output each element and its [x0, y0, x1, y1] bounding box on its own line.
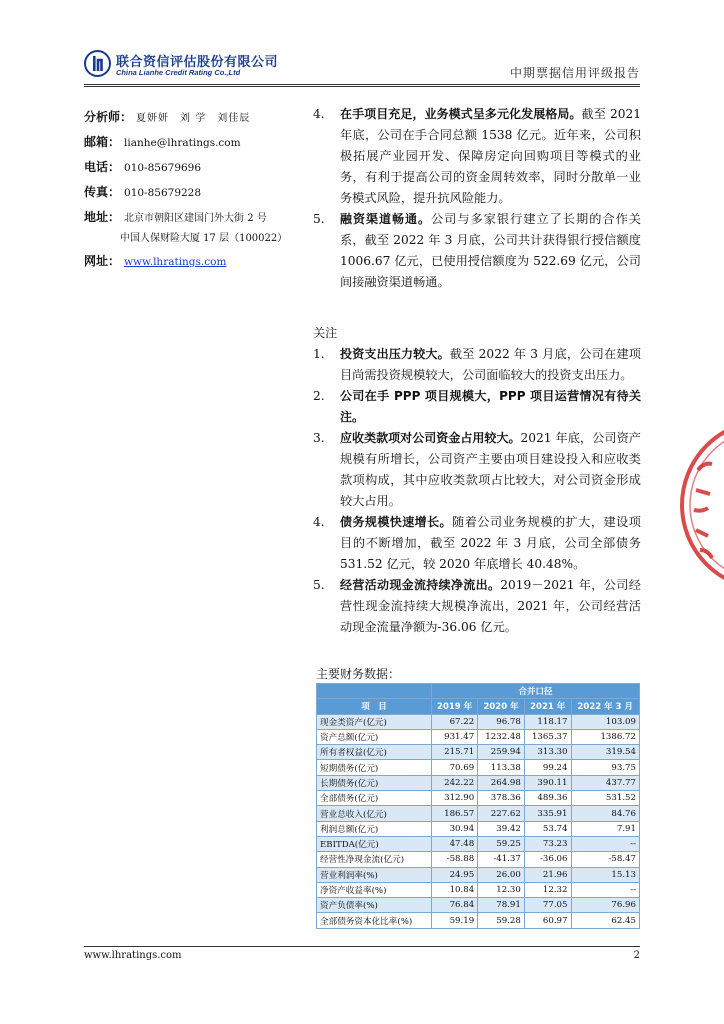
table-cell: 242.22 [432, 775, 478, 790]
item-body: 2021 年底，公司资产规模有所增长，公司资产主要由项目建设投入和应收类款项构成，其中应收类款项占比较大，对公司资金形成较大占用。 [340, 431, 641, 508]
row-label: 利润总额(亿元) [317, 821, 432, 836]
table-cell: 26.00 [478, 867, 525, 882]
table-cell: 319.54 [571, 745, 640, 760]
row-label: 资产负债率(%) [317, 898, 432, 913]
table-row [317, 791, 640, 806]
table-cell: 259.94 [478, 745, 525, 760]
table-cell: 30.94 [432, 821, 478, 836]
item-title: 应收类款项对公司资金占用较大。 [340, 431, 521, 445]
item-body: 公司与多家银行建立了长期的合作关系，截至 2022 年 3 月底，公司共计获得银行授信额度 1006.67 亿元，已使用授信额度为 522.69 亿元，公司间接融资渠道畅通。 [340, 212, 641, 289]
table-row [317, 852, 640, 867]
column-header: 2020 年 [478, 699, 525, 714]
financials-table [316, 683, 640, 929]
table-cell: 15.13 [571, 867, 640, 882]
email-value[interactable]: lianhe@lhratings.com [124, 137, 241, 149]
table-row [317, 760, 640, 775]
column-header: 2021 年 [524, 699, 571, 714]
table-cell: 390.11 [524, 775, 571, 790]
address-row [84, 208, 294, 225]
item-title: 经营活动现金流持续净流出。 [340, 578, 501, 592]
table-row [317, 775, 640, 790]
table-cell: 7.91 [571, 821, 640, 836]
table-cell: -- [571, 882, 640, 897]
table-cell: 70.69 [432, 760, 478, 775]
row-label: 全部债务(亿元) [317, 791, 432, 806]
table-cell: 24.95 [432, 867, 478, 882]
address-label: 地址： [84, 210, 121, 224]
table-cell: 59.28 [478, 913, 525, 928]
company-name-en: China Lianhe Credit Rating Co.,Ltd [116, 68, 241, 77]
item-number: 1. [313, 347, 325, 361]
row-label: 净资产收益率(%) [317, 882, 432, 897]
table-cell: 76.84 [432, 898, 478, 913]
concerns-heading: 关注 [313, 326, 338, 340]
table-row [317, 898, 640, 913]
concern-item-4 [313, 512, 641, 575]
fax-label: 传真： [84, 185, 121, 199]
table-cell: 96.78 [478, 714, 525, 729]
row-label: 营业总收入(亿元) [317, 806, 432, 821]
item-number: 3. [313, 431, 325, 445]
table-cell: 1232.48 [478, 729, 525, 744]
row-label: 现金类资产(亿元) [317, 714, 432, 729]
address-line1: 北京市朝阳区建国门外大街 2 号 [124, 213, 267, 224]
table-cell: 10.84 [432, 882, 478, 897]
fax-row [84, 183, 294, 200]
email-row [84, 133, 294, 150]
row-label: 资产总额(亿元) [317, 729, 432, 744]
table-cell: 264.98 [478, 775, 525, 790]
email-label: 邮箱： [84, 135, 121, 149]
strength-item-5 [313, 209, 641, 293]
table-row [317, 913, 640, 928]
table-cell: -41.37 [478, 852, 525, 867]
table-cell: -- [571, 836, 640, 851]
table-row [317, 745, 640, 760]
table-row [317, 882, 640, 897]
item-title: 投资支出压力较大。 [340, 347, 450, 361]
table-cell: 73.23 [524, 836, 571, 851]
table-row [317, 714, 640, 729]
financials-table-body [317, 714, 640, 928]
company-seal-stamp [678, 410, 724, 600]
footer-divider [84, 946, 640, 947]
table-cell: 186.57 [432, 806, 478, 821]
row-label: 所有者权益(亿元) [317, 745, 432, 760]
web-link[interactable]: www.lhratings.com [124, 256, 227, 268]
table-cell: 1365.37 [524, 729, 571, 744]
table-row [317, 867, 640, 882]
column-header: 2022 年 3 月 [571, 699, 640, 714]
item-title: 公司在手 PPP 项目规模大，PPP 项目运营情况有待关注。 [340, 389, 641, 424]
table-cell: 76.96 [571, 898, 640, 913]
table-cell: 378.36 [478, 791, 525, 806]
main-content [313, 104, 641, 638]
company-name-cn: 联合资信评估股份有限公司 [116, 55, 279, 70]
report-type-title: 中期票据信用评级报告 [509, 66, 640, 80]
table-cell: 1386.72 [571, 729, 640, 744]
table-cell: 53.74 [524, 821, 571, 836]
table-cell: 60.97 [524, 913, 571, 928]
item-number: 5. [313, 578, 325, 592]
table-cell: 335.91 [524, 806, 571, 821]
row-label: 长期债务(亿元) [317, 775, 432, 790]
footer-url[interactable]: www.lhratings.com [84, 950, 182, 961]
item-number: 5. [313, 212, 325, 226]
table-cell: 118.17 [524, 714, 571, 729]
item-number: 4. [313, 515, 325, 529]
analysts-row [84, 108, 294, 125]
concern-item-2 [313, 386, 641, 428]
table-row [317, 729, 640, 744]
table-cell: 21.96 [524, 867, 571, 882]
web-row [84, 252, 294, 269]
item-body: 截至 2022 年 3 月底，公司在建项目尚需投资规模较大，公司面临较大的投资支出压力。 [340, 347, 641, 382]
strength-item-4 [313, 104, 641, 209]
concern-item-5 [313, 575, 641, 638]
phone-label: 电话： [84, 160, 121, 174]
table-cell: 215.71 [432, 745, 478, 760]
row-label: 经营性净现金流(亿元) [317, 852, 432, 867]
table-corner [317, 684, 432, 699]
table-cell: -36.06 [524, 852, 571, 867]
fax-value: 010-85679228 [124, 187, 202, 199]
item-title: 融资渠道畅通。 [340, 212, 431, 226]
address-line2: 中国人保财险大厦 17 层（100022） [120, 233, 288, 244]
column-header: 2019 年 [432, 699, 478, 714]
row-label: 全部债务资本化比率(%) [317, 913, 432, 928]
table-cell: 313.30 [524, 745, 571, 760]
concern-item-3 [313, 428, 641, 512]
analysts-names: 夏妍妍 刘 学 刘佳辰 [136, 113, 251, 124]
row-label: 营业利润率(%) [317, 867, 432, 882]
financials-title: 主要财务数据： [316, 667, 401, 681]
table-cell: 78.91 [478, 898, 525, 913]
concern-item-1 [313, 344, 641, 386]
table-cell: 12.30 [478, 882, 525, 897]
table-row [317, 806, 640, 821]
table-cell: 39.42 [478, 821, 525, 836]
table-cell: 59.25 [478, 836, 525, 851]
company-logo-icon [84, 50, 111, 77]
row-label: 短期债务(亿元) [317, 760, 432, 775]
analysts-label: 分析师： [84, 110, 133, 124]
table-cell: 62.45 [571, 913, 640, 928]
row-label: EBITDA(亿元) [317, 836, 432, 851]
header-divider [84, 84, 640, 87]
table-cell: -58.47 [571, 852, 640, 867]
table-cell: 312.90 [432, 791, 478, 806]
table-cell: 77.05 [524, 898, 571, 913]
table-cell: 227.62 [478, 806, 525, 821]
item-body: 2019－2021 年，公司经营性现金流持续大规模净流出，2021 年，公司经营活动现金流量净额为-36.06 亿元。 [340, 578, 641, 634]
table-cell: 93.75 [571, 760, 640, 775]
item-number: 4. [313, 107, 325, 121]
item-body: 随着公司业务规模的扩大，建设项目的不断增加，截至 2022 年 3 月底，公司全部债务 531.52 亿元，较 2020 年底增长 40.48%。 [340, 515, 641, 571]
contact-info [84, 108, 294, 277]
table-cell: 12.32 [524, 882, 571, 897]
table-row [317, 836, 640, 851]
table-cell: 113.38 [478, 760, 525, 775]
table-cell: 931.47 [432, 729, 478, 744]
table-cell: 59.19 [432, 913, 478, 928]
table-group-header: 合并口径 [432, 684, 640, 699]
table-cell: 103.09 [571, 714, 640, 729]
item-title: 在手项目充足，业务模式呈多元化发展格局。 [340, 107, 582, 121]
table-cell: 437.77 [571, 775, 640, 790]
web-label: 网址： [84, 254, 121, 268]
table-cell: -58.88 [432, 852, 478, 867]
phone-value: 010-85679696 [124, 162, 202, 174]
table-cell: 531.52 [571, 791, 640, 806]
column-header: 项 目 [317, 699, 432, 714]
table-cell: 489.36 [524, 791, 571, 806]
table-cell: 84.76 [571, 806, 640, 821]
item-body: 截至 2021 年底，公司在手合同总额 1538 亿元。近年来，公司积极拓展产业园开发、保障房定向回购项目等模式的业务，有利于提高公司的资金周转效率，同时分散单一业务模式风险，提升抗风险能力。 [340, 107, 641, 205]
table-row [317, 821, 640, 836]
table-cell: 99.24 [524, 760, 571, 775]
page-number: 2 [633, 950, 640, 961]
table-cell: 47.48 [432, 836, 478, 851]
table-cell: 67.22 [432, 714, 478, 729]
phone-row [84, 158, 294, 175]
item-number: 2. [313, 389, 325, 403]
item-title: 债务规模快速增长。 [340, 515, 452, 529]
